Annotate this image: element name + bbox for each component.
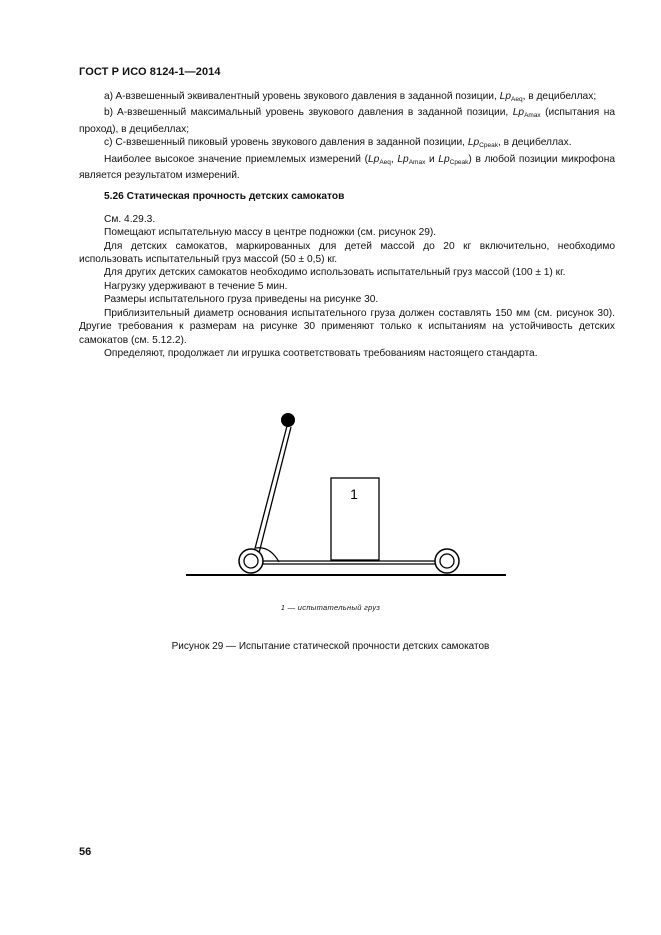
- paragraph-dimensions: Размеры испытательного груза приведены на рисунке 30.: [104, 294, 379, 306]
- paragraph-ref: См. 4.29.3.: [104, 213, 156, 225]
- paragraph-hold: Нагрузку удерживают в течение 5 мин.: [104, 280, 288, 292]
- scooter-figure: [0, 400, 661, 590]
- paragraph-other: Для других детских самокатов необходимо использовать испытательный груз массой (100 ± 1) кг.: [104, 267, 566, 279]
- paragraph-d: Наиболее высокое значение приемлемых измерений ($Lp_{Aeq}$, $Lp_{Amax}$ и $Lp_{Cpeak}$) в любой позиции микрофона является результатом измерений.: [79, 153, 615, 182]
- paragraph-b: b) A-взвешенный максимальный уровень звукового давления в заданной позиции, $Lp_{Amax}$ (испытания на проход), в децибеллах;: [79, 107, 615, 135]
- test-weight-label: 1: [350, 486, 358, 502]
- document-header: ГОСТ Р ИСО 8124-1—2014: [79, 66, 221, 78]
- paragraph-a: a) A-взвешенный эквивалентный уровень звукового давления в заданной позиции, $Lp_{Aeq}$, в децибеллах;: [104, 91, 597, 103]
- figure-caption: Рисунок 29 — Испытание статической прочности детских самокатов: [171, 641, 490, 652]
- rear-wheel-inner: [440, 554, 454, 568]
- page-number: 56: [79, 846, 92, 858]
- paragraph-conclusion: Определяют, продолжает ли игрушка соответствовать требованиям настоящего стандарта.: [104, 347, 538, 359]
- paragraph-20kg: Для детских самокатов, маркированных для детей массой до 20 кг включительно, необходимо использовать испытательный груз массой (50 ± 0,5) кг.: [79, 240, 615, 266]
- front-wheel-inner: [244, 554, 258, 568]
- steering-column-inner: [257, 427, 291, 561]
- figure-legend: 1 — испытательный груз: [280, 603, 381, 612]
- paragraph-diameter: Приблизительный диаметр основания испытательного груза должен составлять 150 мм (см. рисунок 30). Другие требования к размерам на рисунке 30 применяют только к испытаниям на устойчивость детских самокатов (см. 5.12.2).: [79, 307, 615, 346]
- handlebar-knob: [281, 413, 295, 427]
- steering-column-outer: [252, 426, 287, 560]
- body-text: [79, 90, 615, 360]
- paragraph-place-mass: Помещают испытательную массу в центре подножки (см. рисунок 29).: [104, 227, 437, 239]
- section-heading: 5.26 Статическая прочность детских самокатов: [104, 191, 345, 203]
- paragraph-c: c) C-взвешенный пиковый уровень звукового давления в заданной позиции, $Lp_{Cpeak}$, в децибеллах.: [104, 137, 572, 150]
